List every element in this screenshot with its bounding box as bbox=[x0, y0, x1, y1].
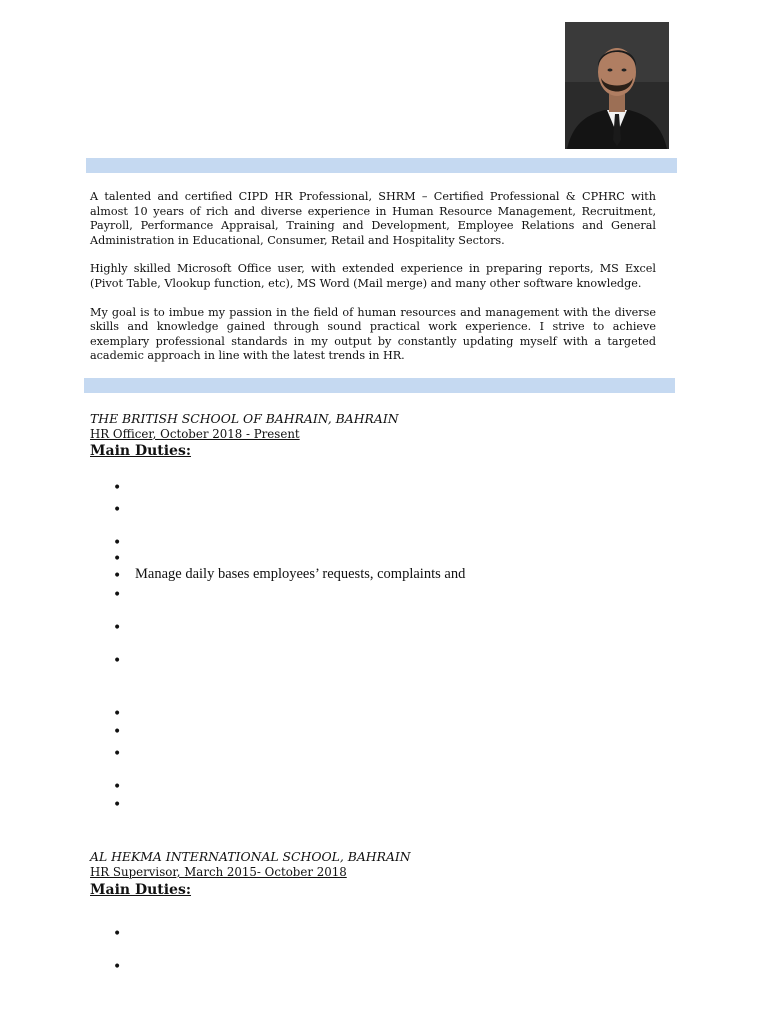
duty-bullet: • bbox=[113, 746, 122, 762]
duty-bullet: • bbox=[113, 926, 122, 942]
job-title: HR Supervisor, March 2015- October 2018 bbox=[90, 865, 347, 879]
summary-paragraph: A talented and certified CIPD HR Professional, SHRM – Certified Professional & CPHRC with almost 10 years of rich and diverse experience in Human Resource Management, Recruitment, Payroll, Performance Appraisal, Training and Development, Employee Relations and General Administration in Educational, Consumer, Retail and Hospitality Sectors. bbox=[90, 190, 656, 247]
section-header-band-profile bbox=[86, 158, 677, 173]
summary-paragraph: My goal is to imbue my passion in the field of human resources and management with the diverse skills and knowledge gained through sound practical work experience. I strive to achieve exemplary professional standards in my output by constantly updating myself with a targeted academic approach in line with the latest trends in HR. bbox=[90, 305, 656, 363]
duty-bullet: • bbox=[113, 959, 122, 975]
duties-heading: Main Duties: bbox=[90, 882, 192, 898]
employer-name: AL HEKMA INTERNATIONAL SCHOOL, BAHRAIN bbox=[90, 849, 411, 864]
employer-name: THE BRITISH SCHOOL OF BAHRAIN, BAHRAIN bbox=[90, 411, 399, 426]
duty-bullet: • bbox=[113, 797, 122, 813]
duty-bullet: • bbox=[113, 502, 122, 518]
duties-heading: Main Duties: bbox=[90, 443, 192, 459]
duty-bullet: • bbox=[113, 779, 122, 795]
duty-bullet: • bbox=[113, 480, 122, 496]
professional-summary bbox=[90, 190, 656, 378]
duty-bullet: • bbox=[113, 653, 122, 669]
duty-bullet: • bbox=[113, 587, 122, 603]
duty-bullet: • bbox=[113, 551, 122, 567]
profile-photo bbox=[565, 22, 669, 149]
section-header-band-experience bbox=[84, 378, 675, 393]
duty-bullet: • bbox=[113, 706, 122, 722]
duty-bullet: • bbox=[113, 620, 122, 636]
person-portrait-icon bbox=[565, 22, 669, 149]
duty-bullet: • bbox=[113, 568, 122, 584]
duty-bullet: • bbox=[113, 535, 122, 551]
duty-text: Manage daily bases employees’ requests, complaints and bbox=[135, 566, 466, 582]
duty-bullet: • bbox=[113, 724, 122, 740]
job-title: HR Officer, October 2018 - Present bbox=[90, 427, 300, 441]
summary-paragraph: Highly skilled Microsoft Office user, with extended experience in preparing reports, MS Excel (Pivot Table, Vlookup function, etc), MS Word (Mail merge) and many other software knowledge. bbox=[90, 262, 656, 290]
